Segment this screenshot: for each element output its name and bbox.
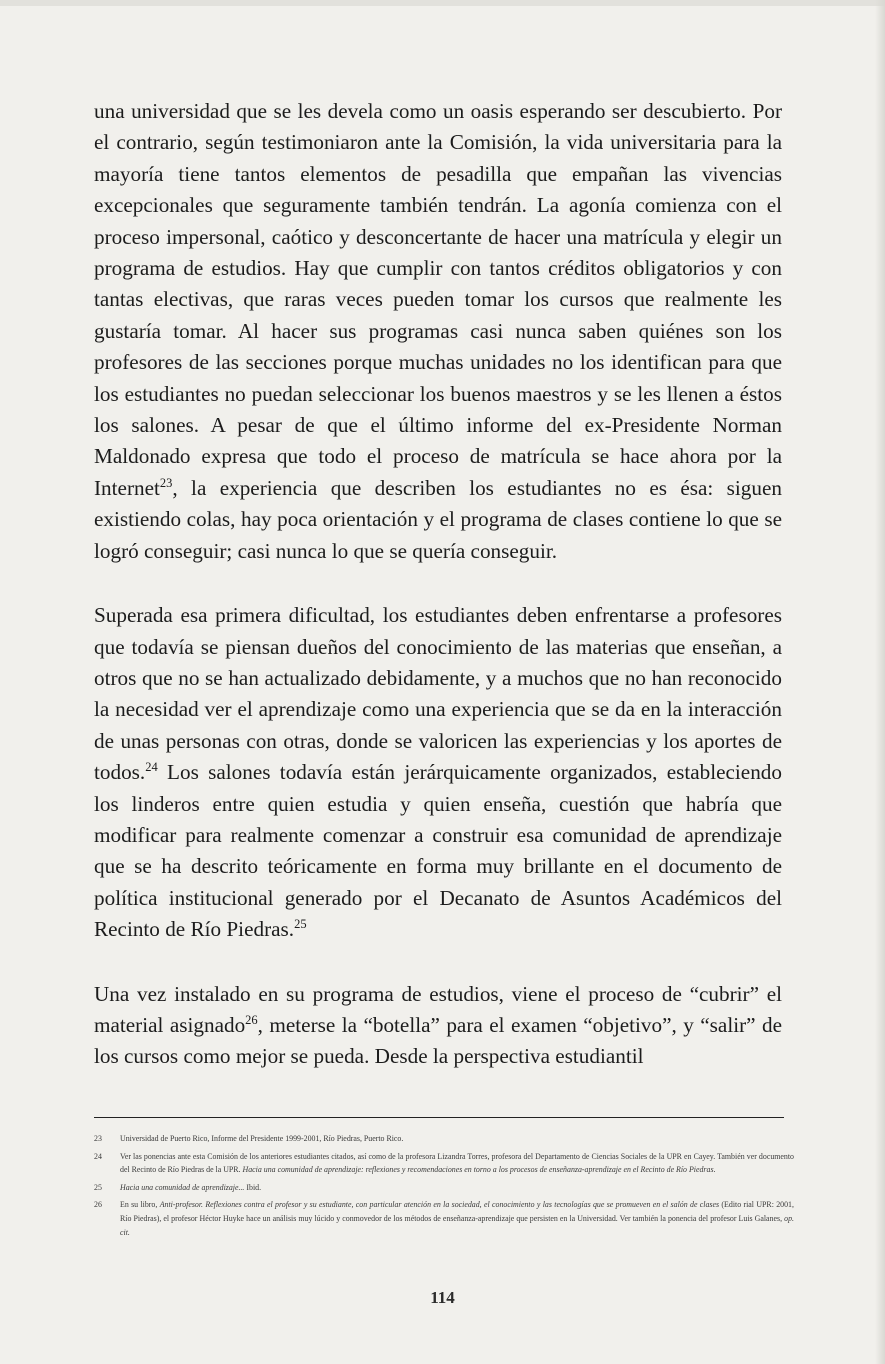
footnote-separator [94, 1117, 784, 1118]
footnote-ref-26[interactable]: 26 [245, 1012, 258, 1027]
footnote-23 [94, 1132, 794, 1146]
paragraph-text: Superada esa primera dificultad, los estudiantes deben enfrentarse a profesores que todavía se piensan dueños del conocimiento de las materias que enseñan, a otros que no se han actualizado debidamente, y a muchos que no han reconocido la necesidad ver el aprendizaje como una experiencia que se da en la interacción de unas personas con otras, donde se valoricen las experiencias y los aportes de todos. [94, 603, 782, 785]
paragraph-text: Los salones todavía están jerárquicamente organizados, estableciendo los linderos entre quien estudia y quien enseña, cuestión que habría que modificar para realmente comenzar a construir esa comunidad de aprendizaje que se ha descrito teóricamente en forma muy brillante en el documento de política institucional generado por el Decanato de Asuntos Académicos del Recinto de Río Piedras. [94, 760, 782, 942]
paragraph-3 [94, 979, 782, 1073]
footnote-25 [94, 1181, 794, 1195]
paragraph-2 [94, 600, 782, 945]
footnote-24 [94, 1150, 794, 1177]
page-number: 114 [430, 1288, 455, 1307]
paragraph-text: una universidad que se les devela como un oasis esperando ser descubierto. Por el contrario, según testimoniaron ante la Comisión, la vida universitaria para la mayoría tiene tantos elementos de pesadilla que empañan las vivencias excepcionales que seguramente también tendrán. La agonía comienza con el proceso impersonal, caótico y desconcertante de hacer una matrícula y elegir un programa de estudios. Hay que cumplir con tantos créditos obligatorios y con tantas electivas, que raras veces pueden tomar los cursos que realmente les gustaría tomar. Al hacer sus programas casi nunca saben quiénes son los profesores de las secciones porque muchas unidades no los identifican para que los estudiantes no puedan seleccionar los buenos maestros y se les llenen a éstos los salones. A pesar de que el último informe del ex-Presidente Norman Maldonado expresa que todo el proceso de matrícula se hace ahora por la Internet [94, 99, 782, 500]
footnote-26 [94, 1198, 794, 1239]
footnote-text: Universidad de Puerto Rico, Informe del Presidente 1999-2001, Río Piedras, Puerto Rico. [120, 1134, 404, 1143]
footnote-op-cit: op. cit. [120, 1213, 794, 1237]
footnote-ref-23[interactable]: 23 [159, 475, 173, 490]
footnote-number: 23 [94, 1134, 102, 1143]
paragraph-text: , meterse la “botella” para el examen “objetivo”, y “salir” de los cursos como mejor se pueda. Desde la perspectiva estudiantil [94, 1012, 782, 1069]
footnote-period: . [713, 1165, 716, 1175]
scan-shadow [875, 0, 885, 1364]
footnote-text: (Edito rial UPR: 2001, Río Piedras), el profesor Héctor Huyke hace un análisis muy lúcido y conmovedor de los métodos de enseñanza-aprendizaje que persisten en la Universidad. Ver también la ponencia del profesor Luis Galanes, [120, 1200, 794, 1223]
paragraph-text: , la experiencia que describen los estudiantes no es ésa: siguen existiendo colas, hay poca orientación y el programa de clases contiene lo que se logró conseguir; casi nunca lo que se quería conseguir. [94, 475, 782, 563]
footnote-number: 25 [94, 1182, 102, 1192]
paragraph-1 [94, 96, 782, 567]
footnote-ref-24[interactable]: 24 [145, 760, 158, 775]
body-text [94, 96, 782, 1106]
footnote-ref-25[interactable]: 25 [294, 917, 307, 932]
footnote-number: 24 [94, 1151, 102, 1161]
paragraph-text: Una vez instalado en su programa de estudios, viene el proceso de “cubrir” el material asignado [94, 981, 782, 1037]
footnote-title: Hacia una comunidad de aprendizaje... [120, 1182, 245, 1192]
footnote-text: Ibid. [246, 1182, 262, 1192]
footnote-text: Ver las ponencias ante esta Comisión de los anteriores estudiantes citados, así como de la profesora Lizandra Torres, profesora del Departamento de Ciencias Sociales de la UPR en Cayey. También ver documento del Recinto de Río Piedras de la UPR. [120, 1151, 794, 1175]
footnote-lead: En su libro, [120, 1200, 158, 1210]
footnote-number: 26 [94, 1200, 102, 1210]
footnote-title: Anti-profesor. Reflexiones contra el profesor y su estudiante, con particular atención en la sociedad, el conocimiento y las tecnologías que se promueven en el salón de clases [159, 1200, 720, 1210]
page-top-edge [0, 0, 885, 6]
footnotes [94, 1132, 794, 1243]
footnote-title: Hacia una comunidad de aprendizaje: reflexiones y recomendaciones en torno a los procesos de enseñanza-aprendizaje en el Recinto de Río Piedras [242, 1165, 714, 1175]
